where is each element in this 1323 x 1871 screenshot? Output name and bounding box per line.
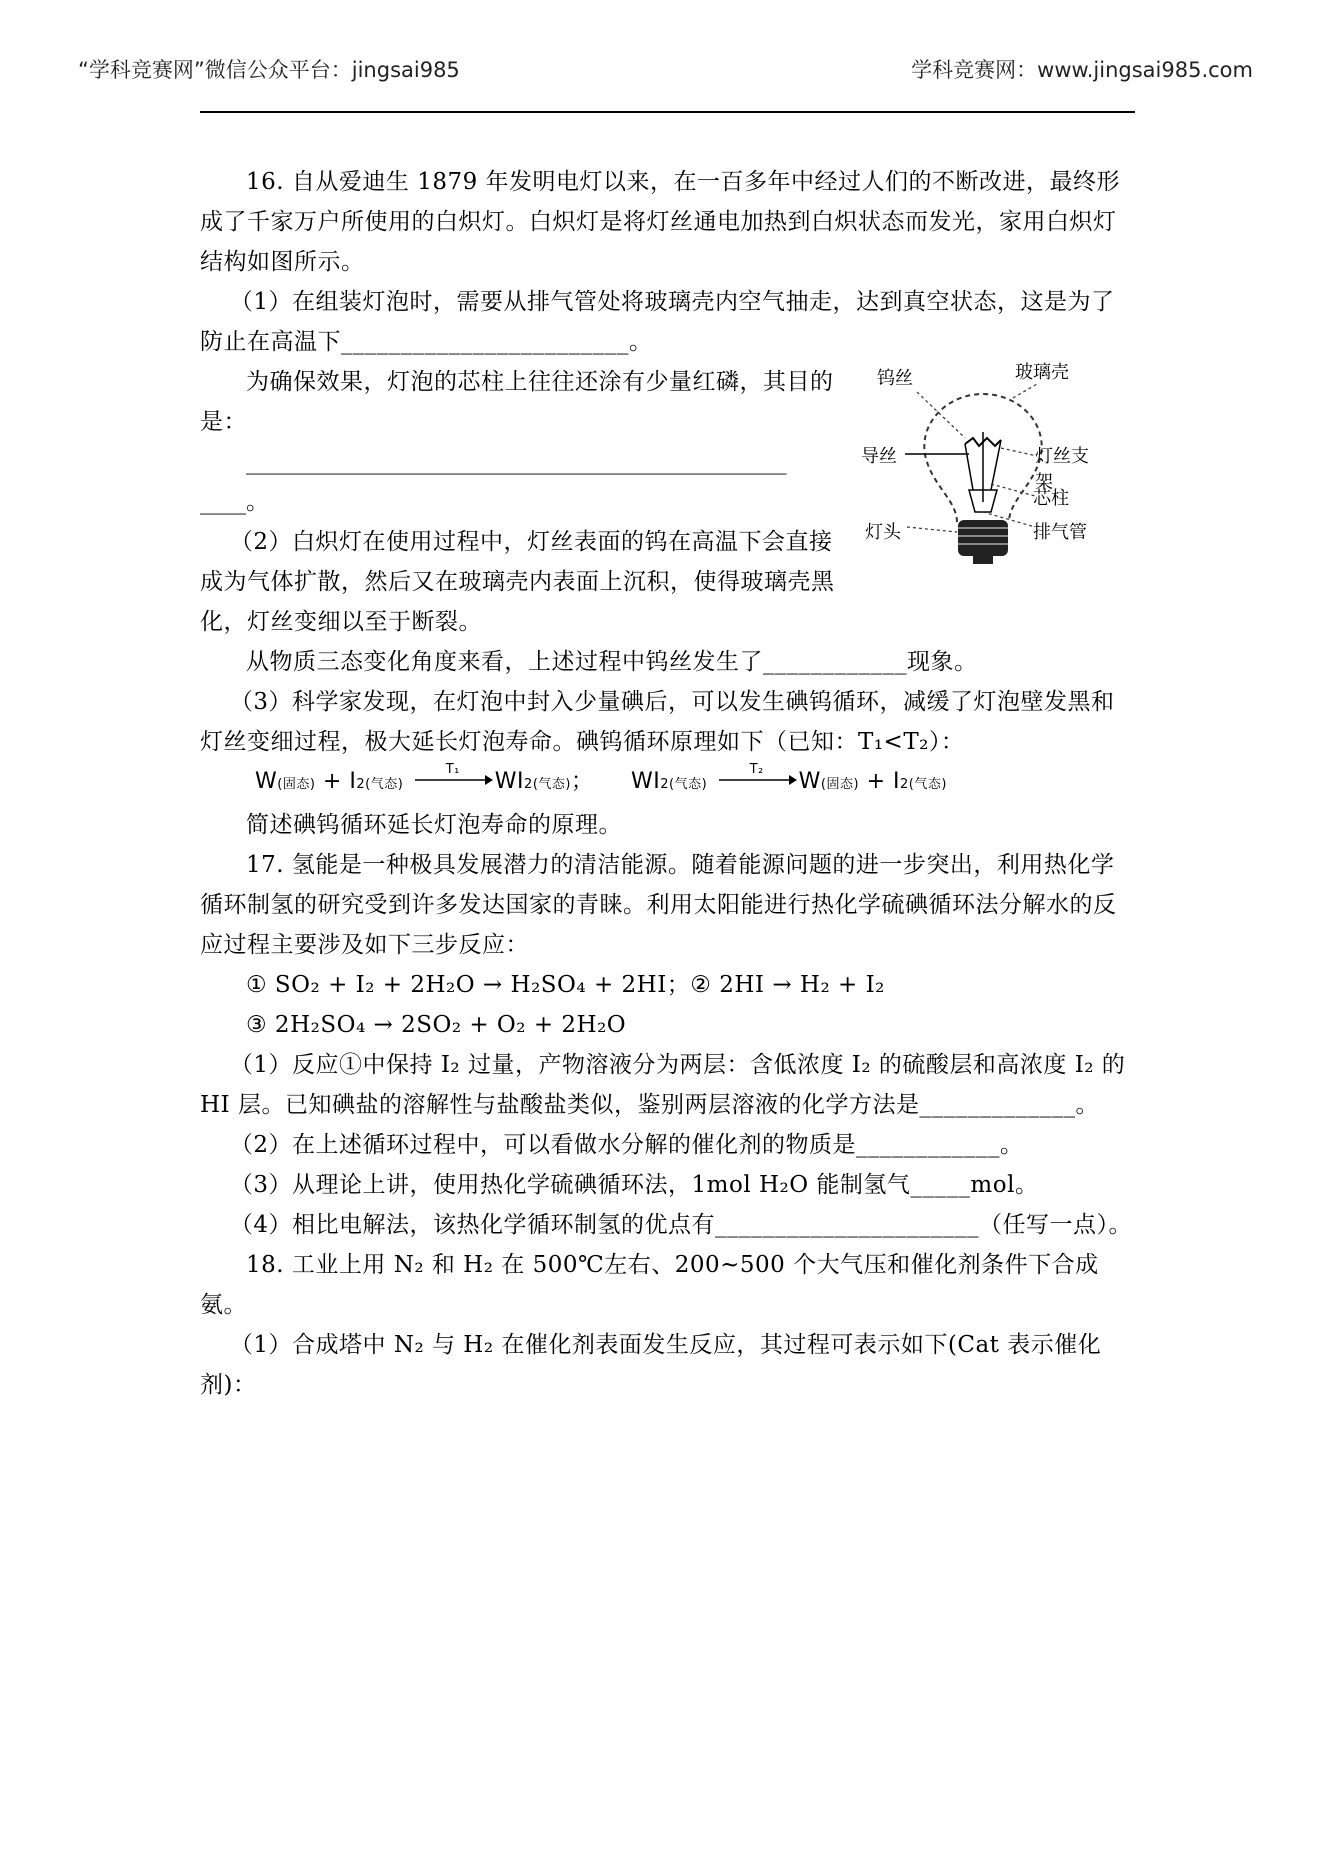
arrow-t1-label: T₁ [445,762,460,777]
eq-w: W [255,769,278,794]
light-bulb-figure [861,362,1105,572]
eq-gas: (气态) [365,777,404,792]
eq-sub2d: 2 [900,777,909,792]
eq-gas-d: (气态) [908,777,947,792]
q16-blank-line: _______________________________________________ [246,449,787,475]
q17-part2: （2）在上述循环过程中，可以看做水分解的催化剂的物质是____________。 [229,1132,1024,1158]
right-arrow-icon [717,762,797,792]
q17-part1: （1）反应①中保持 I₂ 过量，产物溶液分为两层：含低浓度 I₂ 的硫酸层和高浓度 I₂ 的 HI 层。已知碘盐的溶解性与盐酸盐类似，鉴别两层溶液的化学方法是_____________。 [200,1052,1126,1118]
q18-part1: （1）合成塔中 N₂ 与 H₂ 在催化剂表面发生反应，其过程可表示如下(Cat 表示催化剂)： [200,1332,1102,1398]
arrow-t2-label: T₂ [749,762,764,777]
q16-part1: （1）在组装灯泡时，需要从排气管处将玻璃壳内空气抽走，达到真空状态，这是为了防止在高温下________________________。 [200,289,1115,355]
eq-plus: + [322,769,342,794]
q16-principle: 简述碘钨循环延长灯泡寿命的原理。 [246,812,622,838]
eq-semicolon: ； [570,769,594,794]
eq-wi: WI [494,769,525,794]
iodine-tungsten-equation [200,762,1135,805]
eq-sub2: 2 [356,777,366,792]
eq-i-2: I [893,769,901,794]
q16-blank-end: ____。 [200,489,269,515]
eq-solid: (固态) [277,777,316,792]
eq-sub2b: 2 [524,777,533,792]
arrow-t2 [717,762,797,792]
eq-gas-c: (气态) [669,777,708,792]
q16-intro: 16. 自从爱迪生 1879 年发明电灯以来，在一百多年中经过人们的不断改进，最终形成了千家万户所使用的白炽灯。白炽灯是将灯丝通电加热到白炽状态而发光，家用白炽灯结构如图所示。 [200,169,1121,275]
eq-sub2c: 2 [660,777,669,792]
q17-part3: （3）从理论上讲，使用热化学硫碘循环法，1mol H₂O 能制氢气_____mol。 [229,1172,1039,1198]
q18-intro: 18. 工业上用 N₂ 和 H₂ 在 500℃左右、200~500 个大气压和催化剂条件下合成氨。 [200,1252,1099,1318]
header-right: 学科竞赛网：www.jingsai985.com [911,58,1253,82]
question-content [200,162,1135,1405]
label-stem: 芯柱 [1033,488,1069,509]
label-exhaust: 排气管 [1033,522,1087,543]
q16-part2: （2）白炽灯在使用过程中，灯丝表面的钨在高温下会直接成为气体扩散，然后又在玻璃壳内表面上沉积，使得玻璃壳黑化，灯丝变细以至于断裂。 [200,529,835,635]
arrow-t1 [413,762,493,792]
header-left: “学科竞赛网”微信公众平台：jingsai985 [78,58,460,82]
q17-part4: （4）相比电解法，该热化学循环制氢的优点有______________________（任写一点）。 [229,1212,1133,1238]
q16-part3: （3）科学家发现，在灯泡中封入少量碘后，可以发生碘钨循环，减缓了灯泡壁发黑和灯丝变细过程，极大延长灯泡寿命。碘钨循环原理如下（已知：T₁<T₂）： [200,689,1115,755]
label-tungsten: 钨丝 [877,368,913,389]
q17-reactions-1-2: ① SO₂ + I₂ + 2H₂O → H₂SO₄ + 2HI；② 2HI → H₂ + I₂ [246,972,885,998]
q16-red-phosphorus: 为确保效果，灯泡的芯柱上往往还涂有少量红磷，其目的是： [200,369,834,435]
label-support: 灯丝支架 [1035,446,1089,493]
label-lead: 导丝 [861,446,897,467]
eq-i: I [349,769,357,794]
label-glass: 玻璃壳 [1015,362,1069,383]
q17-intro: 17. 氢能是一种极具发展潜力的清洁能源。随着能源问题的进一步突出，利用热化学循环制氢的研究受到许多发达国家的青睐。利用太阳能进行热化学硫碘循环法分解水的反应过程主要涉及如下三步反应： [200,852,1117,958]
eq-wi-2: WI [630,769,661,794]
eq-plus-2: + [866,769,886,794]
q16-state-change: 从物质三态变化角度来看，上述过程中钨丝发生了____________现象。 [246,649,978,675]
eq-gas-b: (气态) [532,777,571,792]
q17-reaction-3: ③ 2H₂SO₄ → 2SO₂ + O₂ + 2H₂O [246,1012,627,1038]
eq-solid-2: (固态) [820,777,860,792]
label-cap: 灯头 [865,522,901,543]
eq-w-2: W [798,769,821,794]
header-rule [200,111,1135,113]
right-arrow-icon [413,762,493,792]
